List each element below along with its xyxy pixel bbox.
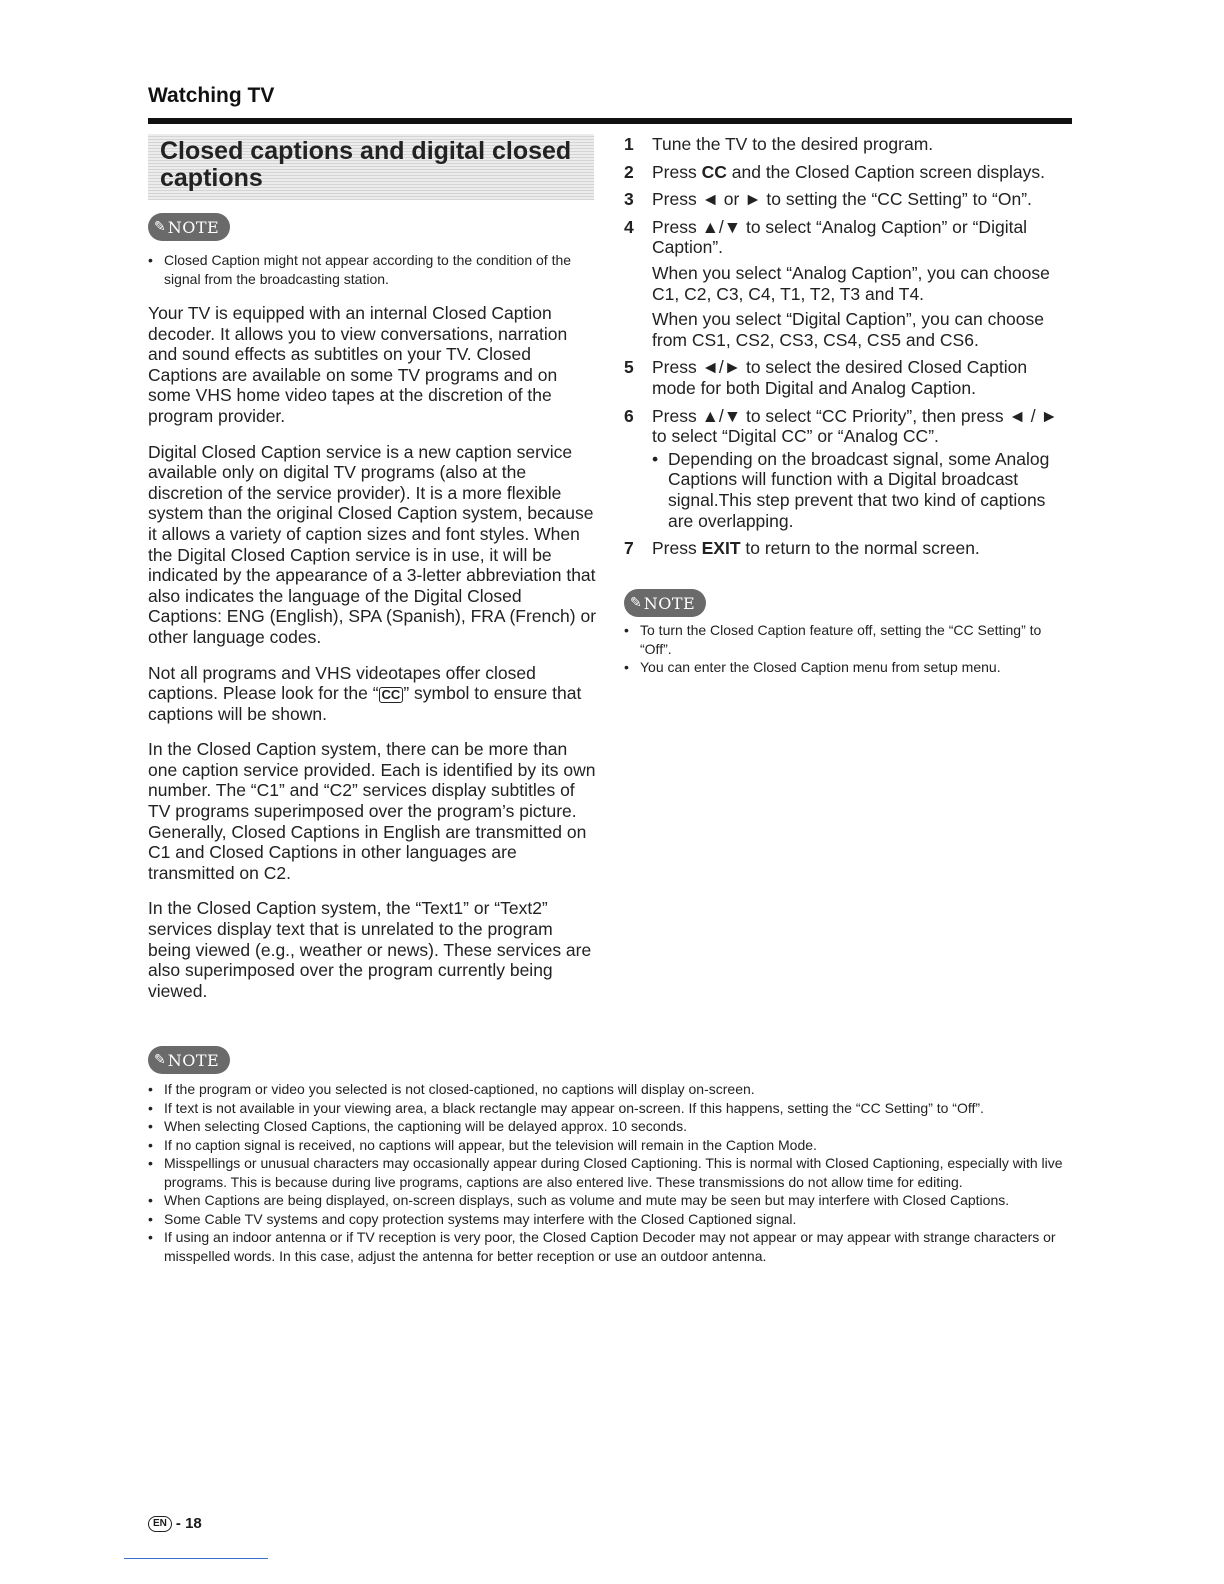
- step-item: [624, 406, 1074, 532]
- note-item: • Some Cable TV systems and copy protection systems may interfere with the Closed Captioned signal.: [148, 1210, 1073, 1229]
- note-badge: [624, 589, 706, 617]
- paragraph: Your TV is equipped with an internal Closed Caption decoder. It allows you to view conversations, narration and sound effects as subtitles on your TV. Closed Captions are available on some TV programs and on some VHS home video tapes at the discretion of the program provider.: [148, 303, 568, 426]
- step-item: [624, 217, 1074, 351]
- step-number: 3: [624, 189, 634, 210]
- paragraph: Digital Closed Caption service is a new caption service available only on digital TV programs (also at the discretion of the service provider). It is a more flexible system than the original Closed Caption system, because it allows a variety of caption sizes and font styles. When the Digital Closed Caption service is in use, it will be indicated by the appearance of a 3-letter abbreviation that also indicates the language of the Digital Closed Captions: ENG (English), SPA (Spanish), FRA (French) or other language codes.: [148, 441, 597, 647]
- note-item: • Misspellings or unusual characters may occasionally appear during Closed Captioning. This is normal with Closed Captioning, especially with live programs. This is because during live programs, captions are also entered live. These transmissions do not allow time for editing.: [148, 1154, 1073, 1191]
- header-rule: [148, 118, 1072, 124]
- section-label: Watching TV: [148, 84, 275, 107]
- note-item: • You can enter the Closed Caption menu from setup menu.: [624, 658, 1074, 677]
- page-footer: [148, 1515, 202, 1532]
- page-number: - 18: [175, 1515, 202, 1532]
- cc-text-after: ” symbol to ensure that captions will be shown.: [148, 683, 582, 724]
- step-item: [624, 189, 1074, 210]
- section-title: Closed captions and digital closed captions: [160, 137, 572, 192]
- step-text: Press ▲/▼ to select “CC Priority”, then press ◄ / ► to select “Digital CC” or “Analog CC”.: [652, 405, 1058, 447]
- footer-rule: [124, 1558, 268, 1559]
- step-number: 1: [624, 134, 634, 154]
- note-badge: [148, 1046, 230, 1074]
- step-number: 2: [624, 161, 634, 182]
- note-item: • If using an indoor antenna or if TV reception is very poor, the Closed Caption Decoder may not appear or may appear with strange characters or misspelled words. In this case, adjust the antenna for better reception or use an outdoor antenna.: [148, 1228, 1073, 1265]
- step-number: 4: [624, 216, 634, 237]
- step-item: [624, 538, 1074, 559]
- note-item: • When Captions are being displayed, on-screen displays, such as volume and mute may be seen but may interfere with Closed Captions.: [148, 1191, 1073, 1210]
- step-subtext: When you select “Analog Caption”, you can choose C1, C2, C3, C4, T1, T2, T3 and T4.: [652, 262, 1050, 304]
- step-text: [652, 162, 1074, 183]
- language-badge: EN: [148, 1516, 172, 1532]
- step-item: [624, 134, 1074, 155]
- pencil-icon: ✎: [154, 219, 166, 235]
- step-bullet-list: [652, 449, 1074, 531]
- step-key: CC: [701, 161, 727, 182]
- step-text: Tune the TV to the desired program.: [652, 134, 934, 154]
- bottom-note-list: [148, 1080, 1073, 1265]
- step-bullet: • Depending on the broadcast signal, some Analog Captions will function with a Digital broadcast signal.This step prevent that two kind of captions are overlapping.: [652, 449, 1074, 531]
- note-item: • If text is not available in your viewing area, a black rectangle may appear on-screen. If this happens, setting the “CC Setting” to “Off”.: [148, 1099, 1073, 1118]
- step-item: [624, 357, 1074, 398]
- step-number: 6: [624, 405, 634, 426]
- note-label: NOTE: [167, 1050, 220, 1070]
- note-label: NOTE: [167, 217, 220, 237]
- note-item: • If no caption signal is received, no captions will appear, but the television will remain in the Caption Mode.: [148, 1136, 1073, 1155]
- pencil-icon: ✎: [630, 595, 642, 611]
- note-item: • To turn the Closed Caption feature off, setting the “CC Setting” to “Off”.: [624, 621, 1074, 658]
- step-key: EXIT: [701, 538, 741, 559]
- step-text: Press ◄/► to select the desired Closed Caption mode for both Digital and Analog Caption.: [652, 357, 1028, 398]
- paragraph: In the Closed Caption system, the “Text1” or “Text2” services display text that is unrelated to the program being viewed (e.g., weather or news). These services are also superimposed over the program currently being viewed.: [148, 898, 592, 1001]
- step-text: [652, 538, 1074, 559]
- pencil-icon: ✎: [154, 1052, 166, 1068]
- cc-text-before: Not all programs and VHS videotapes offer closed captions. Please look for the “: [148, 662, 536, 704]
- step-number: 5: [624, 357, 634, 378]
- step-text-after: and the Closed Caption screen displays.: [726, 161, 1045, 182]
- step-text-before: Press: [652, 161, 702, 182]
- step-number: 7: [624, 538, 634, 559]
- note-item: • If the program or video you selected is not closed-captioned, no captions will display on-screen.: [148, 1080, 1073, 1099]
- cc-paragraph: [148, 663, 598, 725]
- cc-symbol-icon: CC: [379, 687, 404, 703]
- note-item: • Closed Caption might not appear according to the condition of the signal from the broadcasting station.: [148, 251, 588, 288]
- steps-list: [624, 134, 1074, 566]
- left-body: [148, 303, 598, 1016]
- note-label: NOTE: [643, 593, 696, 613]
- step-text-after: to return to the normal screen.: [740, 538, 980, 559]
- step-text: Press ◄ or ► to setting the “CC Setting” to “On”.: [652, 189, 1032, 210]
- step-item: [624, 162, 1074, 183]
- note-item: • When selecting Closed Captions, the captioning will be delayed approx. 10 seconds.: [148, 1117, 1073, 1136]
- step-text-before: Press: [652, 538, 702, 559]
- right-note-list: [624, 621, 1074, 677]
- step-subtext: When you select “Digital Caption”, you can choose from CS1, CS2, CS3, CS4, CS5 and CS6.: [652, 309, 1045, 350]
- top-note-list: [148, 251, 588, 288]
- step-text: Press ▲/▼ to select “Analog Caption” or “Digital Caption”.: [652, 216, 1028, 258]
- paragraph: In the Closed Caption system, there can be more than one caption service provided. Each is identified by its own number. The “C1” and “C2” services display subtitles of TV programs superimposed over the program’s picture. Generally, Closed Captions in English are transmitted on C1 and Closed Captions in other languages are transmitted on C2.: [148, 739, 596, 883]
- note-badge: [148, 213, 230, 241]
